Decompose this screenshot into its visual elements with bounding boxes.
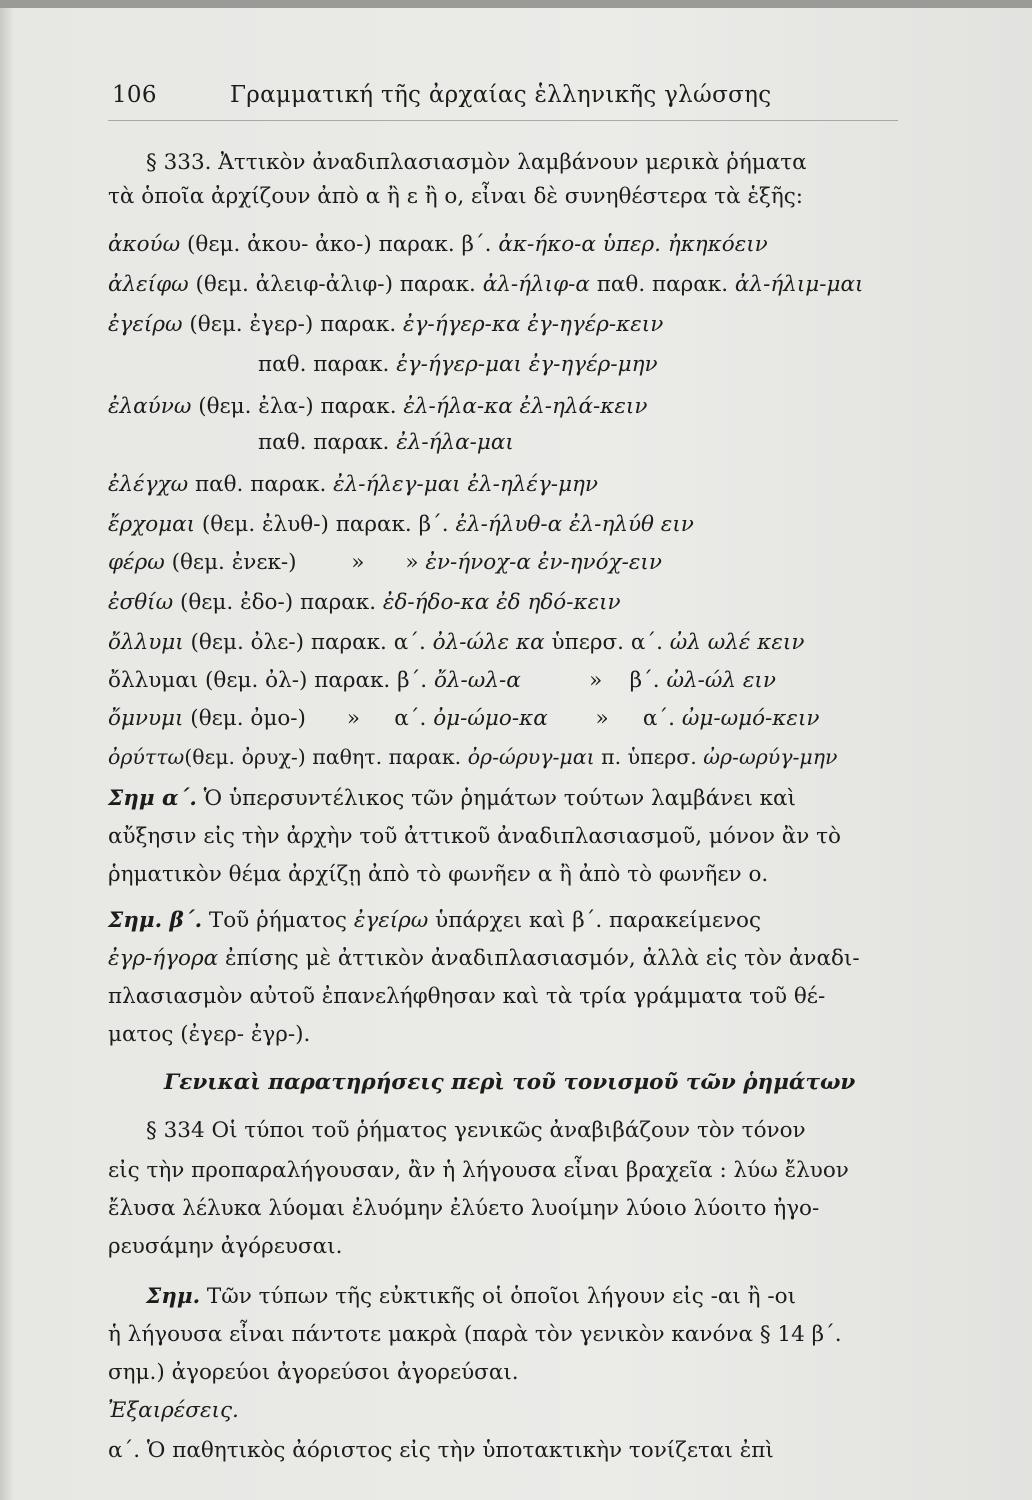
note-b-line-2: [108, 944, 860, 974]
verb-stem: (θεμ. ἐνεκ-) » »: [164, 550, 426, 575]
section-333-line-1: § 333. Ἀττικὸν ἀναδιπλασιασμὸν λαμβάνουν μερικὰ ῥήματα: [146, 150, 807, 175]
verb-stem-2: ὑπερσ. α΄.: [544, 630, 670, 655]
section-334-line-4: ρευσάμην ἀγόρευσαι.: [108, 1234, 343, 1259]
scan-edge: [0, 0, 1032, 8]
verb-lemma: ἔρχομαι: [108, 512, 196, 537]
verb-forms-2: ὠλ ωλέ κειν: [669, 630, 805, 655]
verb-stem: (θεμ. ἐδο-) παρακ.: [173, 590, 383, 615]
note-text: ὑπάρχει καὶ β΄. παρακείμενος: [428, 908, 762, 933]
verb-lemma: ὄλλυμι: [108, 630, 184, 655]
note-text: Ὁ ὑπερσυντέλικος τῶν ῥημάτων τούτων λαμβάνει καὶ: [196, 786, 796, 811]
verb-forms: ἀκ-ήκο-α ὑπερ. ἠκηκόειν: [498, 232, 768, 257]
verb-stem: (θεμ. ὀρυχ-) παθητ. παρακ.: [184, 745, 468, 769]
verb-lemma: ὄμνυμι: [108, 706, 184, 731]
verb-forms: ἐλ-ήλεγ-μαι ἐλ-ηλέγ-μην: [333, 472, 598, 497]
verb-forms: ὄλ-ωλ-α: [433, 668, 521, 693]
verb-row: [108, 704, 819, 734]
verb-row: [108, 548, 662, 578]
verb-row: [108, 666, 776, 696]
verb-forms: ὀμ-ώμο-κα: [433, 706, 548, 731]
verb-stem: παθ. παρακ.: [258, 430, 397, 455]
verb-row: [108, 628, 804, 658]
note-verb: ἐγείρω: [353, 908, 429, 933]
exceptions-line-1: α΄. Ὁ παθητικὸς ἀόριστος εἰς τὴν ὑποτακτικὴν τονίζεται ἐπὶ: [108, 1438, 774, 1463]
section-334-line-1: § 334 Οἱ τύποι τοῦ ῥήματος γενικῶς ἀναβιβάζουν τὸν τόνον: [146, 1118, 806, 1143]
verb-row: [108, 510, 694, 540]
verb-forms: ἐλ-ήλα-κα ἐλ-ηλά-κειν: [403, 394, 648, 419]
page-header: [112, 82, 771, 108]
verb-stem: (θεμ. ἐλυθ-) παρακ. β΄.: [195, 512, 456, 537]
section-334-line-3: ἔλυσα λέλυκα λύομαι ἐλυόμην ἐλύετο λυοίμην λύοιο λύοιτο ἠγο-: [108, 1196, 820, 1221]
verb-lemma: ἐλαύνω: [108, 394, 192, 419]
verb-row: [108, 470, 598, 500]
verb-forms-2: ὠρ-ωρύγ-μην: [703, 745, 838, 769]
verb-stem: ὄλλυμαι (θεμ. ὀλ-) παρακ. β΄.: [108, 668, 434, 693]
verb-stem-2: » β΄.: [520, 668, 667, 693]
verb-row-indented: [258, 428, 514, 458]
verb-row: [108, 392, 647, 422]
verb-lemma: ἐσθίω: [108, 590, 174, 615]
verb-stem: (θεμ. ἐλα-) παρακ.: [191, 394, 404, 419]
verb-forms: ὀρ-ώρυγ-μαι: [467, 745, 595, 769]
section-334-line-2: εἰς τὴν προπαραλήγουσαν, ἂν ἡ λήγουσα εἶναι βραχεῖα : λύω ἔλυον: [108, 1158, 849, 1183]
note-a-line-1: [108, 784, 796, 814]
note-label: Σημ α΄.: [108, 786, 197, 811]
verb-forms: ἐλ-ήλα-μαι: [396, 430, 514, 455]
note-text: ἐπίσης μὲ ἀττικὸν ἀναδιπλασιασμόν, ἀλλὰ εἰς τὸν ἀναδι-: [218, 946, 860, 971]
verb-row: [108, 742, 837, 772]
verb-forms: ἐν-ήνοχ-α ἐν-ηνόχ-ειν: [425, 550, 662, 575]
note-334-line-2: ἡ λήγουσα εἶναι πάντοτε μακρὰ (παρὰ τὸν γενικὸν κανόνα § 14 β΄.: [108, 1322, 842, 1347]
section-333-line-2: τὰ ὁποῖα ἀρχίζουν ἀπὸ α ἢ ε ἢ ο, εἶναι δὲ συνηθέστερα τὰ ἑξῆς:: [108, 184, 804, 209]
running-title: Γραμματική τῆς ἀρχαίας ἑλληνικῆς γλώσσης: [230, 82, 772, 108]
exceptions-label: Ἐξαιρέσεις.: [108, 1398, 239, 1423]
note-334-line-3: σημ.) ἀγορεύοι ἀγορεύσοι ἀγορεύσαι.: [108, 1360, 519, 1385]
verb-lemma: ἀκούω: [108, 232, 181, 257]
verb-stem-2: » α΄.: [547, 706, 682, 731]
verb-forms: ἐδ-ήδο-κα ἐδ ηδό-κειν: [382, 590, 621, 615]
header-rule: [108, 120, 898, 121]
note-label: Σημ. β΄.: [108, 908, 203, 933]
verb-forms: ὀλ-ώλε κα: [432, 630, 545, 655]
verb-lemma: ἀλείφω: [108, 272, 189, 297]
note-label: Σημ.: [146, 1284, 201, 1309]
note-text: Τῶν τύπων τῆς εὐκτικῆς οἱ ὁποῖοι λήγουν εἰς -αι ἢ -οι: [200, 1284, 797, 1309]
note-verb: ἐγρ-ήγορα: [108, 946, 219, 971]
note-b-line-3: πλασιασμὸν αὐτοῦ ἐπανελήφθησαν καὶ τὰ τρία γράμματα τοῦ θέ-: [108, 984, 826, 1009]
verb-row: [108, 270, 863, 300]
verb-stem: (θεμ. ὀμο-) » α΄.: [183, 706, 434, 731]
section-heading: Γενικαὶ παρατηρήσεις περὶ τοῦ τονισμοῦ τῶν ῥημάτων: [164, 1070, 856, 1095]
page-number: 106: [112, 82, 157, 108]
verb-lemma: ὀρύττω: [108, 745, 185, 769]
verb-row-indented: [258, 350, 658, 380]
verb-forms-2: ἀλ-ήλιμ-μαι: [734, 272, 864, 297]
verb-stem: (θεμ. ἐγερ-) παρακ.: [182, 312, 404, 337]
verb-lemma: ἐγείρω: [108, 312, 183, 337]
verb-stem-2: π. ὑπερσ.: [594, 745, 704, 769]
verb-row: [108, 588, 621, 618]
verb-forms-2: ὠλ-ώλ ειν: [666, 668, 776, 693]
verb-lemma: ἐλέγχω: [108, 472, 189, 497]
verb-forms: ἐγ-ήγερ-κα ἐγ-ηγέρ-κειν: [403, 312, 664, 337]
verb-forms: ἀλ-ήλιφ-α: [482, 272, 590, 297]
verb-row: [108, 230, 768, 260]
verb-forms: ἐλ-ήλυθ-α ἐλ-ηλύθ ειν: [455, 512, 694, 537]
note-b-line-4: ματος (ἐγερ- ἐγρ-).: [108, 1022, 311, 1047]
verb-stem: (θεμ. ἀκου- ἀκο-) παρακ. β΄.: [180, 232, 499, 257]
note-b-line-1: [108, 906, 761, 936]
note-a-line-3: ῥηματικὸν θέμα ἀρχίζῃ ἀπὸ τὸ φωνῆεν α ἢ ἀπὸ τὸ φωνῆεν ο.: [108, 862, 769, 887]
verb-stem-2: παθ. παρακ.: [589, 272, 735, 297]
verb-stem: (θεμ. ἀλειφ-ἀλιφ-) παρακ.: [188, 272, 483, 297]
verb-row: [108, 310, 663, 340]
note-a-line-2: αὔξησιν εἰς τὴν ἀρχὴν τοῦ ἀττικοῦ ἀναδιπλασιασμοῦ, μόνον ἂν τὸ: [108, 824, 841, 849]
note-334-line-1: [146, 1282, 796, 1312]
verb-stem: (θεμ. ὀλε-) παρακ. α΄.: [183, 630, 433, 655]
verb-forms-2: ὠμ-ωμό-κειν: [681, 706, 820, 731]
verb-forms: ἐγ-ήγερ-μαι ἐγ-ηγέρ-μην: [396, 352, 658, 377]
verb-lemma: φέρω: [108, 550, 165, 575]
verb-stem: παθ. παρακ.: [188, 472, 334, 497]
verb-stem: παθ. παρακ.: [258, 352, 397, 377]
note-text: Τοῦ ῥήματος: [202, 908, 354, 933]
